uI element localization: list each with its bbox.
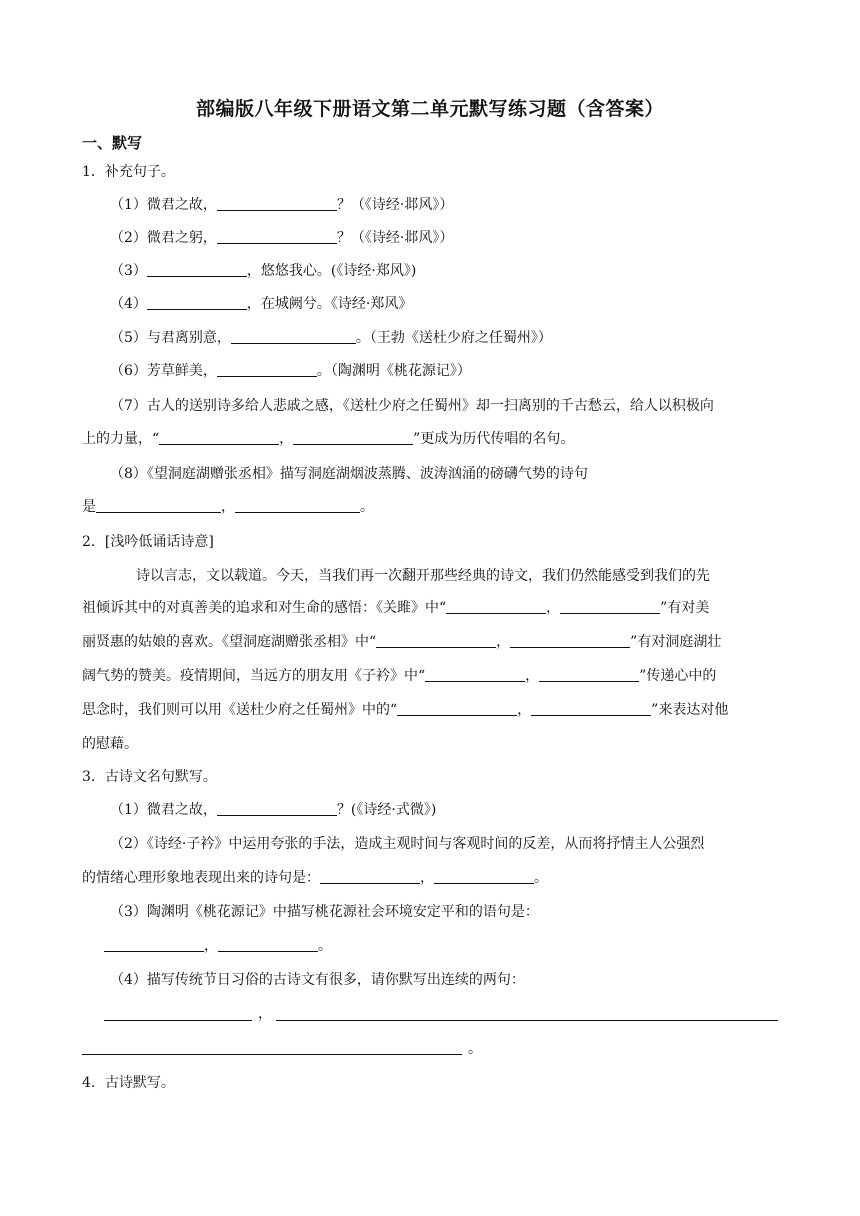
q1-item-3 xyxy=(110,261,416,281)
question-3-heading: 3．古诗文名句默写。 xyxy=(82,769,217,785)
answer-blank[interactable] xyxy=(434,868,534,884)
answer-blank[interactable] xyxy=(397,700,517,716)
page-title: 部编版八年级下册语文第二单元默写练习题（含答案） xyxy=(195,98,664,120)
q1-item-7-line1: （7）古人的送别诗多给人悲戚之感，《送杜少府之任蜀州》却一扫离别的千古愁云，给人以积极向 xyxy=(110,398,714,414)
item-text: ？（《诗经·邶风》） xyxy=(336,197,454,213)
q3-item-3-line1: （3）陶渊明《桃花源记》中描写桃花源社会环境安定平和的语句是： xyxy=(110,904,539,920)
q1-item-1 xyxy=(110,195,453,215)
item-text: ， xyxy=(279,431,294,447)
answer-blank[interactable] xyxy=(276,1020,778,1021)
answer-blank[interactable] xyxy=(446,598,546,614)
q2-para-line5 xyxy=(82,700,728,720)
q3-item-3-line2 xyxy=(104,936,332,956)
item-text: （5）与君离别意， xyxy=(110,330,231,346)
answer-blank[interactable] xyxy=(159,429,279,445)
answer-blank[interactable] xyxy=(217,361,317,377)
question-1-heading: 1．补充句子。 xyxy=(82,164,175,180)
answer-blank[interactable] xyxy=(231,328,356,344)
answer-blank[interactable] xyxy=(320,868,420,884)
item-text: 。（陶渊明《桃花源记》） xyxy=(316,363,471,379)
q3-item-4-end: 。 xyxy=(468,1041,482,1057)
question-4-heading: 4．古诗默写。 xyxy=(82,1075,175,1091)
item-text: ”传递心中的 xyxy=(639,668,717,684)
item-text: 是 xyxy=(82,499,96,515)
q1-item-7-line2 xyxy=(82,429,574,449)
answer-blank[interactable] xyxy=(96,497,221,513)
q3-item-2-line1: （2）《诗经·子衿》中运用夸张的手法，造成主观时间与客观时间的反差，从而将抒情主人公强烈 xyxy=(110,836,705,852)
q3-item-1 xyxy=(110,800,436,820)
answer-blank[interactable] xyxy=(560,598,660,614)
item-text: 祖倾诉其中的对真善美的追求和对生命的感悟：《关雎》中“ xyxy=(82,600,447,616)
item-text: 丽贤惠的姑娘的喜欢。《望洞庭湖赠张丞相》中“ xyxy=(82,634,377,650)
item-text: （3） xyxy=(110,263,147,279)
q2-para-line2 xyxy=(82,598,709,618)
q1-item-2 xyxy=(110,228,453,248)
item-text: 。 xyxy=(534,870,548,886)
item-text: （1）微君之故， xyxy=(110,802,217,818)
q2-para-line1: 诗以言志，文以载道。今天，当我们再一次翻开那些经典的诗文，我们仍然能感受到我们的先 xyxy=(136,568,710,584)
item-text: 。 xyxy=(360,499,374,515)
answer-blank[interactable] xyxy=(82,1054,462,1055)
answer-blank[interactable] xyxy=(104,1020,252,1021)
section-heading: 一、默写 xyxy=(82,134,143,152)
item-text: （6）芳草鲜美， xyxy=(110,363,217,379)
q1-item-6 xyxy=(110,361,471,381)
item-text: ”有对美 xyxy=(660,600,710,616)
item-text: ？（《诗经·邶风》） xyxy=(336,230,454,246)
item-text: ， xyxy=(420,870,434,886)
answer-blank[interactable] xyxy=(218,936,318,952)
q1-item-5 xyxy=(110,328,552,348)
item-text: （2）微君之躬， xyxy=(110,230,217,246)
q2-para-line4 xyxy=(82,666,716,686)
item-text: ”更成为历代传唱的名句。 xyxy=(413,431,575,447)
item-text: ？(《诗经·式微》) xyxy=(336,802,437,818)
answer-blank[interactable] xyxy=(539,666,639,682)
q1-item-8-line2 xyxy=(82,497,374,517)
item-text: ， xyxy=(496,634,511,650)
q2-para-line3 xyxy=(82,632,721,652)
item-text: ， xyxy=(517,702,532,718)
q3-item-4-comma: ， xyxy=(258,1006,272,1022)
answer-blank[interactable] xyxy=(104,936,204,952)
item-text: 上的力量，“ xyxy=(82,431,160,447)
answer-blank[interactable] xyxy=(293,429,413,445)
answer-blank[interactable] xyxy=(217,800,337,816)
answer-blank[interactable] xyxy=(510,632,630,648)
item-text: 的情绪心理形象地表现出来的诗句是： xyxy=(82,870,320,886)
question-2-heading: 2．[浅吟低诵话诗意] xyxy=(82,534,214,550)
item-text: 阔气势的赞美。疫情期间，当远方的朋友用《子衿》中“ xyxy=(82,668,426,684)
item-text: 。（王勃《送杜少府之任蜀州》） xyxy=(355,330,552,346)
answer-blank[interactable] xyxy=(147,294,247,310)
item-text: ”来表达对他 xyxy=(651,702,729,718)
answer-blank[interactable] xyxy=(235,497,360,513)
item-text: ， xyxy=(546,600,561,616)
item-text: ， xyxy=(221,499,235,515)
item-text: ， xyxy=(204,938,218,954)
q3-item-2-line2 xyxy=(82,868,548,888)
q3-item-4-line1: （4）描写传统节日习俗的古诗文有很多，请你默写出连续的两句： xyxy=(110,972,525,988)
answer-blank[interactable] xyxy=(217,228,337,244)
answer-blank[interactable] xyxy=(376,632,496,648)
q1-item-4 xyxy=(110,294,412,314)
item-text: 思念时，我们则可以用《送杜少府之任蜀州》中的“ xyxy=(82,702,398,718)
answer-blank[interactable] xyxy=(217,195,337,211)
answer-blank[interactable] xyxy=(425,666,525,682)
item-text: 。 xyxy=(318,938,332,954)
answer-blank[interactable] xyxy=(531,700,651,716)
item-text: （4） xyxy=(110,296,147,312)
item-text: （1）微君之故， xyxy=(110,197,217,213)
item-text: ，悠悠我心。(《诗经·郑风》) xyxy=(246,263,417,279)
item-text: ”有对洞庭湖壮 xyxy=(630,634,722,650)
item-text: ， xyxy=(525,668,540,684)
answer-blank[interactable] xyxy=(147,261,247,277)
q1-item-8-line1: （8）《望洞庭湖赠张丞相》描写洞庭湖烟波蒸腾、波涛汹涌的磅礴气势的诗句 xyxy=(110,466,588,482)
item-text: ，在城阙兮。《诗经·郑风》 xyxy=(246,296,413,312)
q2-para-line6: 的慰藉。 xyxy=(82,736,138,752)
